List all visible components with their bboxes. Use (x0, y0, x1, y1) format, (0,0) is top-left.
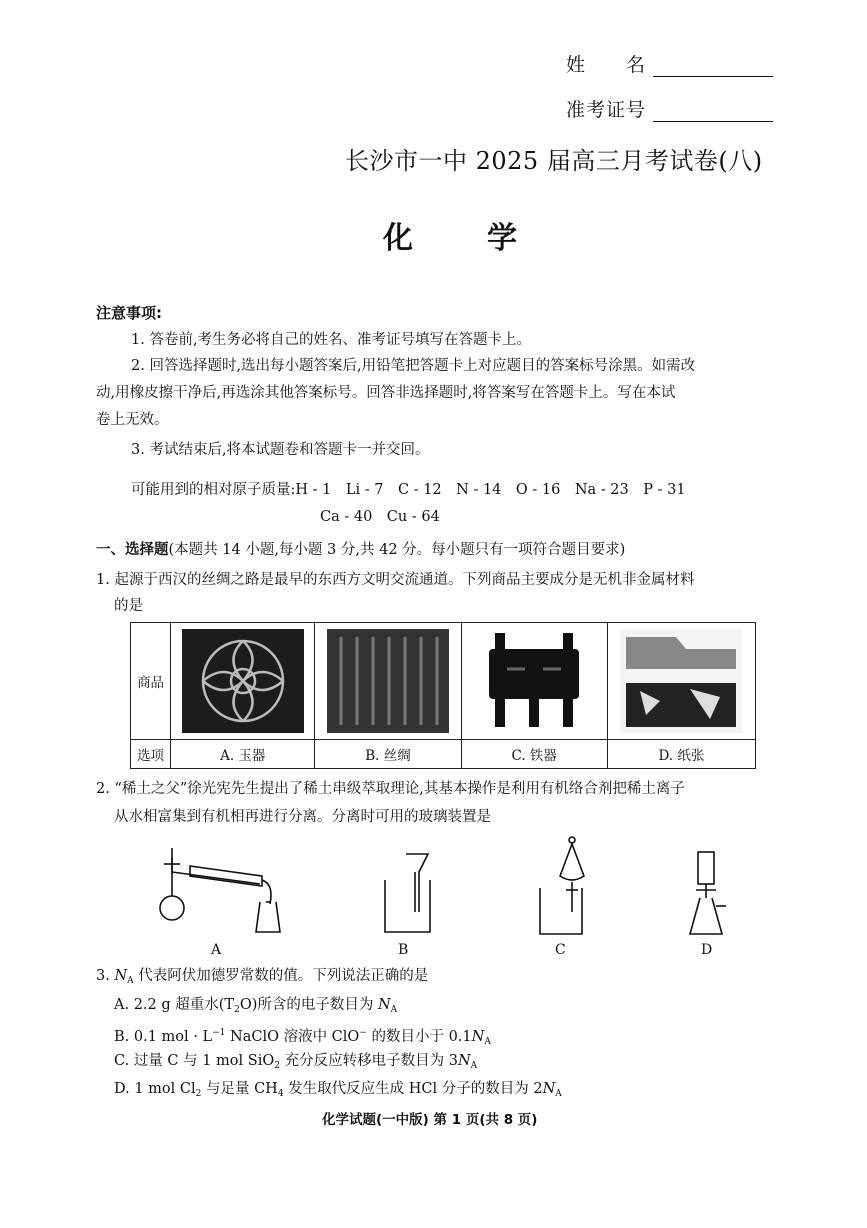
q2-label-a[interactable]: A (211, 942, 222, 958)
exam-id-field (566, 95, 773, 122)
q1-goods-table (130, 622, 756, 769)
q3-c-subscript: 2 (274, 1061, 280, 1071)
q1-row-label-goods: 商品 (131, 623, 171, 740)
q3-b-superscript: −1 (212, 1028, 226, 1038)
name-field (566, 50, 773, 77)
q3-c-text: C. 过量 C 与 1 mol SiO (114, 1053, 275, 1069)
atomic-masses-line-2: Ca - 40 Cu - 64 (320, 509, 440, 525)
q3-a-text-2: O)所含的电子数目为 (239, 997, 378, 1013)
paper-image (620, 629, 742, 733)
notice-heading: 注意事项: (96, 304, 162, 322)
q1-option-c[interactable]: C. 铁器 (461, 740, 607, 769)
q3-b-text-2: NaClO 溶液中 ClO (225, 1029, 360, 1045)
q1-stem-line-2: 的是 (114, 598, 143, 614)
q2-label-b[interactable]: B (398, 942, 409, 958)
silk-fabric-image (327, 629, 449, 733)
q3-a-subscript: 2 (234, 1005, 240, 1015)
filtration-setup (690, 852, 726, 934)
q1-image-jade (171, 623, 315, 740)
notice-item-3: 3. 考试结束后,将本试题卷和答题卡一并交回。 (131, 442, 430, 458)
q1-option-a[interactable]: A. 玉器 (171, 740, 315, 769)
q3-d-subscript: 2 (195, 1089, 202, 1099)
q3-d-text-3: 发生取代反应生成 HCl 分子的数目为 2 (283, 1081, 543, 1097)
q3-na-symbol: N (114, 968, 128, 984)
q3-stem-text: 代表阿伏加德罗常数的值。下列说法正确的是 (133, 968, 429, 984)
q3-na-subscript: A (127, 976, 134, 986)
separatory-funnel-beaker (540, 837, 584, 934)
section-1-title: 一、选择题 (96, 542, 169, 558)
q3-b-na: N (471, 1029, 485, 1045)
section-1-note: (本题共 14 小题,每小题 3 分,共 42 分。每小题只有一项符合题目要求) (168, 542, 626, 558)
iron-vessel-image (473, 629, 595, 733)
q1-image-silk (315, 623, 461, 740)
subject-title: 化 学 (383, 221, 539, 256)
exam-title: 长沙市一中 2025 届高三月考试卷(八) (345, 147, 763, 175)
q3-b-na-sub: A (484, 1037, 491, 1047)
q3-d-text: D. 1 mol Cl (114, 1081, 196, 1097)
q1-options-row (131, 740, 756, 769)
q2-label-c[interactable]: C (555, 942, 566, 958)
q1-image-iron (461, 623, 607, 740)
q3-number: 3. (96, 968, 115, 984)
exam-id-input-line[interactable] (653, 103, 773, 122)
q3-a-text: A. 2.2 g 超重水(T (114, 997, 235, 1013)
q2-apparatus-figure (150, 828, 750, 946)
q3-c-text-2: 充分反应转移电子数目为 3 (279, 1053, 458, 1069)
notice-item-2-line-1: 2. 回答选择题时,选出每小题答案后,用铅笔把答题卡上对应题目的答案标号涂黑。如需改 (131, 358, 696, 374)
q3-option-d[interactable] (114, 1075, 562, 1108)
distillation-apparatus (160, 848, 280, 932)
q3-c-na-sub: A (470, 1061, 478, 1071)
name-label: 姓 名 (566, 54, 647, 76)
jade-artifact-image (182, 629, 304, 733)
q1-goods-row (131, 623, 756, 740)
q3-b-text-3: 的数目小于 0.1 (366, 1029, 472, 1045)
notice-item-2-line-2: 动,用橡皮擦干净后,再选涂其他答案标号。回答非选择题时,将答案写在答题卡上。写在本试 (96, 385, 676, 401)
q2-label-d[interactable]: D (701, 942, 713, 958)
q1-option-b[interactable]: B. 丝绸 (315, 740, 461, 769)
name-input-line[interactable] (653, 58, 773, 77)
q3-d-na-sub: A (555, 1089, 562, 1099)
q3-c-na: N (457, 1053, 471, 1069)
page-footer: 化学试题(一中版) 第 1 页(共 8 页) (322, 1112, 538, 1128)
notice-item-2-line-3: 卷上无效。 (96, 412, 169, 428)
q1-stem-line-1: 1. 起源于西汉的丝绸之路是最早的东西方文明交流通道。下列商品主要成分是无机非金属材料 (96, 572, 695, 588)
exam-id-label: 准考证号 (566, 99, 647, 121)
q3-d-na: N (542, 1081, 556, 1097)
q1-option-d[interactable]: D. 纸张 (607, 740, 755, 769)
section-1-heading (96, 538, 625, 559)
q2-stem-line-1: 2. “稀土之父”徐光宪先生提出了稀土串级萃取理论,其基本操作是利用有机络合剂把稀土离子 (96, 781, 685, 797)
atomic-masses-line-1: 可能用到的相对原子质量:H - 1 Li - 7 C - 12 N - 14 O - 16 Na - 23 P - 31 (131, 482, 686, 498)
q3-a-na: N (377, 997, 391, 1013)
q1-image-paper (607, 623, 755, 740)
q3-d-text-2: 与足量 CH (201, 1081, 278, 1097)
q3-b-superscript-2: − (359, 1028, 367, 1038)
funnel-beaker (385, 854, 430, 932)
q3-d-subscript-2: 4 (277, 1089, 284, 1099)
q2-stem-line-2: 从水相富集到有机相再进行分离。分离时可用的玻璃装置是 (114, 809, 491, 825)
notice-item-1: 1. 答卷前,考生务必将自己的姓名、准考证号填写在答题卡上。 (131, 332, 532, 348)
q1-row-label-option: 选项 (131, 740, 171, 769)
q3-a-na-sub: A (390, 1005, 398, 1015)
q3-b-text: B. 0.1 mol · L (114, 1029, 213, 1045)
